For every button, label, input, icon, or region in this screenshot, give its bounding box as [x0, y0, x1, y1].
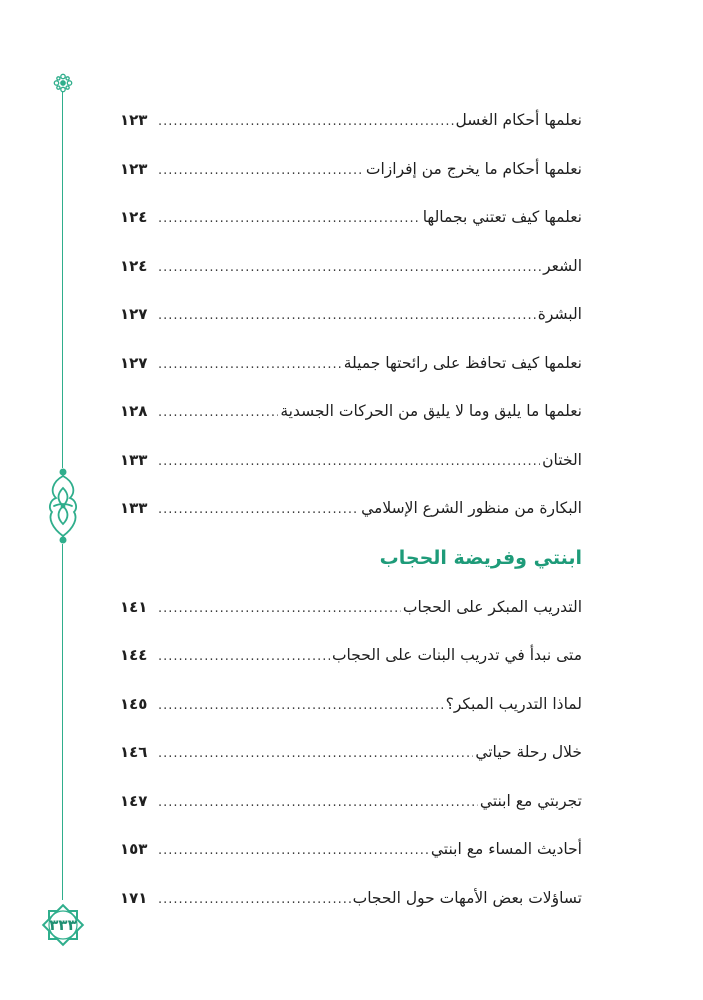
leader-dots — [158, 147, 364, 196]
toc-entry[interactable] — [120, 96, 582, 145]
toc-entry[interactable] — [120, 145, 582, 194]
toc-entry-page: ١٢٣ — [120, 111, 148, 129]
leader-dots — [158, 438, 540, 487]
toc-entry-title: نعلمها ما يليق وما لا يليق من الحركات الجسدية — [280, 402, 582, 420]
leader-dots — [158, 341, 342, 390]
toc-entry-title: البشرة — [537, 305, 582, 323]
toc-entry-title: الشعر — [543, 256, 582, 275]
leader-dots — [158, 389, 278, 438]
leader-dots — [158, 98, 454, 147]
leader-dots — [158, 682, 444, 731]
toc-entry[interactable] — [120, 680, 582, 729]
toc-entry[interactable] — [120, 583, 582, 632]
leader-dots — [158, 244, 541, 293]
toc-entry-page: ١٥٣ — [120, 840, 148, 858]
toc-entry-title: نعلمها أحكام ما يخرج من إفرازات — [365, 159, 582, 178]
toc-entry-page: ١٤٦ — [120, 743, 148, 761]
toc-entry-page: ١٤٧ — [120, 791, 148, 810]
arabesque-ornament-icon — [44, 468, 82, 544]
toc-entry-page: ١٣٣ — [120, 450, 148, 469]
leader-dots — [158, 876, 351, 925]
toc-entry[interactable] — [120, 387, 582, 436]
toc-entry-title: أحاديث المساء مع ابنتي — [430, 840, 582, 858]
toc-entry-page: ١٢٨ — [120, 402, 148, 420]
leader-dots — [158, 779, 478, 828]
toc-entry-page: ١٢٣ — [120, 159, 148, 178]
toc-entry[interactable] — [120, 242, 582, 291]
leader-dots — [158, 633, 330, 682]
toc-entry-title: الختان — [542, 450, 582, 469]
toc-entry-page: ١٢٧ — [120, 305, 148, 323]
toc-entry[interactable] — [120, 825, 582, 874]
toc-entry[interactable] — [120, 484, 582, 533]
toc-entry[interactable] — [120, 339, 582, 388]
toc-entry-page: ١٢٤ — [120, 256, 148, 275]
toc-entry-title: تساؤلات بعض الأمهات حول الحجاب — [352, 888, 582, 907]
toc-entry[interactable] — [120, 436, 582, 485]
toc-entry-title: لماذا التدريب المبكر؟ — [445, 694, 582, 713]
toc-entry[interactable] — [120, 728, 582, 777]
toc-entry[interactable] — [120, 777, 582, 826]
toc-entry-page: ١٤٤ — [120, 646, 148, 664]
toc-entry-page: ١٢٧ — [120, 353, 148, 372]
flower-ornament-icon — [52, 72, 74, 94]
toc-entry-title: نعلمها كيف تعتني بجمالها — [422, 208, 582, 226]
leader-dots — [158, 292, 536, 341]
leader-dots — [158, 486, 359, 535]
toc-entry-title: خلال رحلة حياتي — [475, 743, 582, 761]
toc-entry[interactable] — [120, 631, 582, 680]
toc-entry-page: ١٤١ — [120, 597, 148, 616]
toc-entry[interactable] — [120, 874, 582, 923]
toc-entry-title: تجربتي مع ابنتي — [479, 791, 582, 810]
toc-entry-page: ١٤٥ — [120, 694, 148, 713]
leader-dots — [158, 585, 401, 634]
page-number: ٣٣٣ — [49, 916, 77, 934]
leader-dots — [158, 195, 421, 244]
toc-entry-page: ١٢٤ — [120, 208, 148, 226]
leader-dots — [158, 730, 473, 779]
toc-entry-title: البكارة من منظور الشرع الإسلامي — [361, 499, 582, 517]
toc-entry-page: ١٧١ — [120, 888, 148, 907]
toc-entry-title: متى نبدأ في تدريب البنات على الحجاب — [331, 646, 582, 664]
toc-entry[interactable] — [120, 290, 582, 339]
toc-entry-title: التدريب المبكر على الحجاب — [402, 597, 582, 616]
toc-entry-title: نعلمها أحكام الغسل — [455, 111, 582, 129]
table-of-contents — [120, 96, 582, 922]
leader-dots — [158, 827, 429, 876]
section-heading[interactable]: ابنتي وفريضة الحجاب — [379, 546, 582, 569]
toc-entry-page: ١٣٣ — [120, 499, 148, 517]
toc-entry-title: نعلمها كيف تحافظ على رائحتها جميلة — [343, 353, 582, 372]
toc-entry[interactable] — [120, 193, 582, 242]
